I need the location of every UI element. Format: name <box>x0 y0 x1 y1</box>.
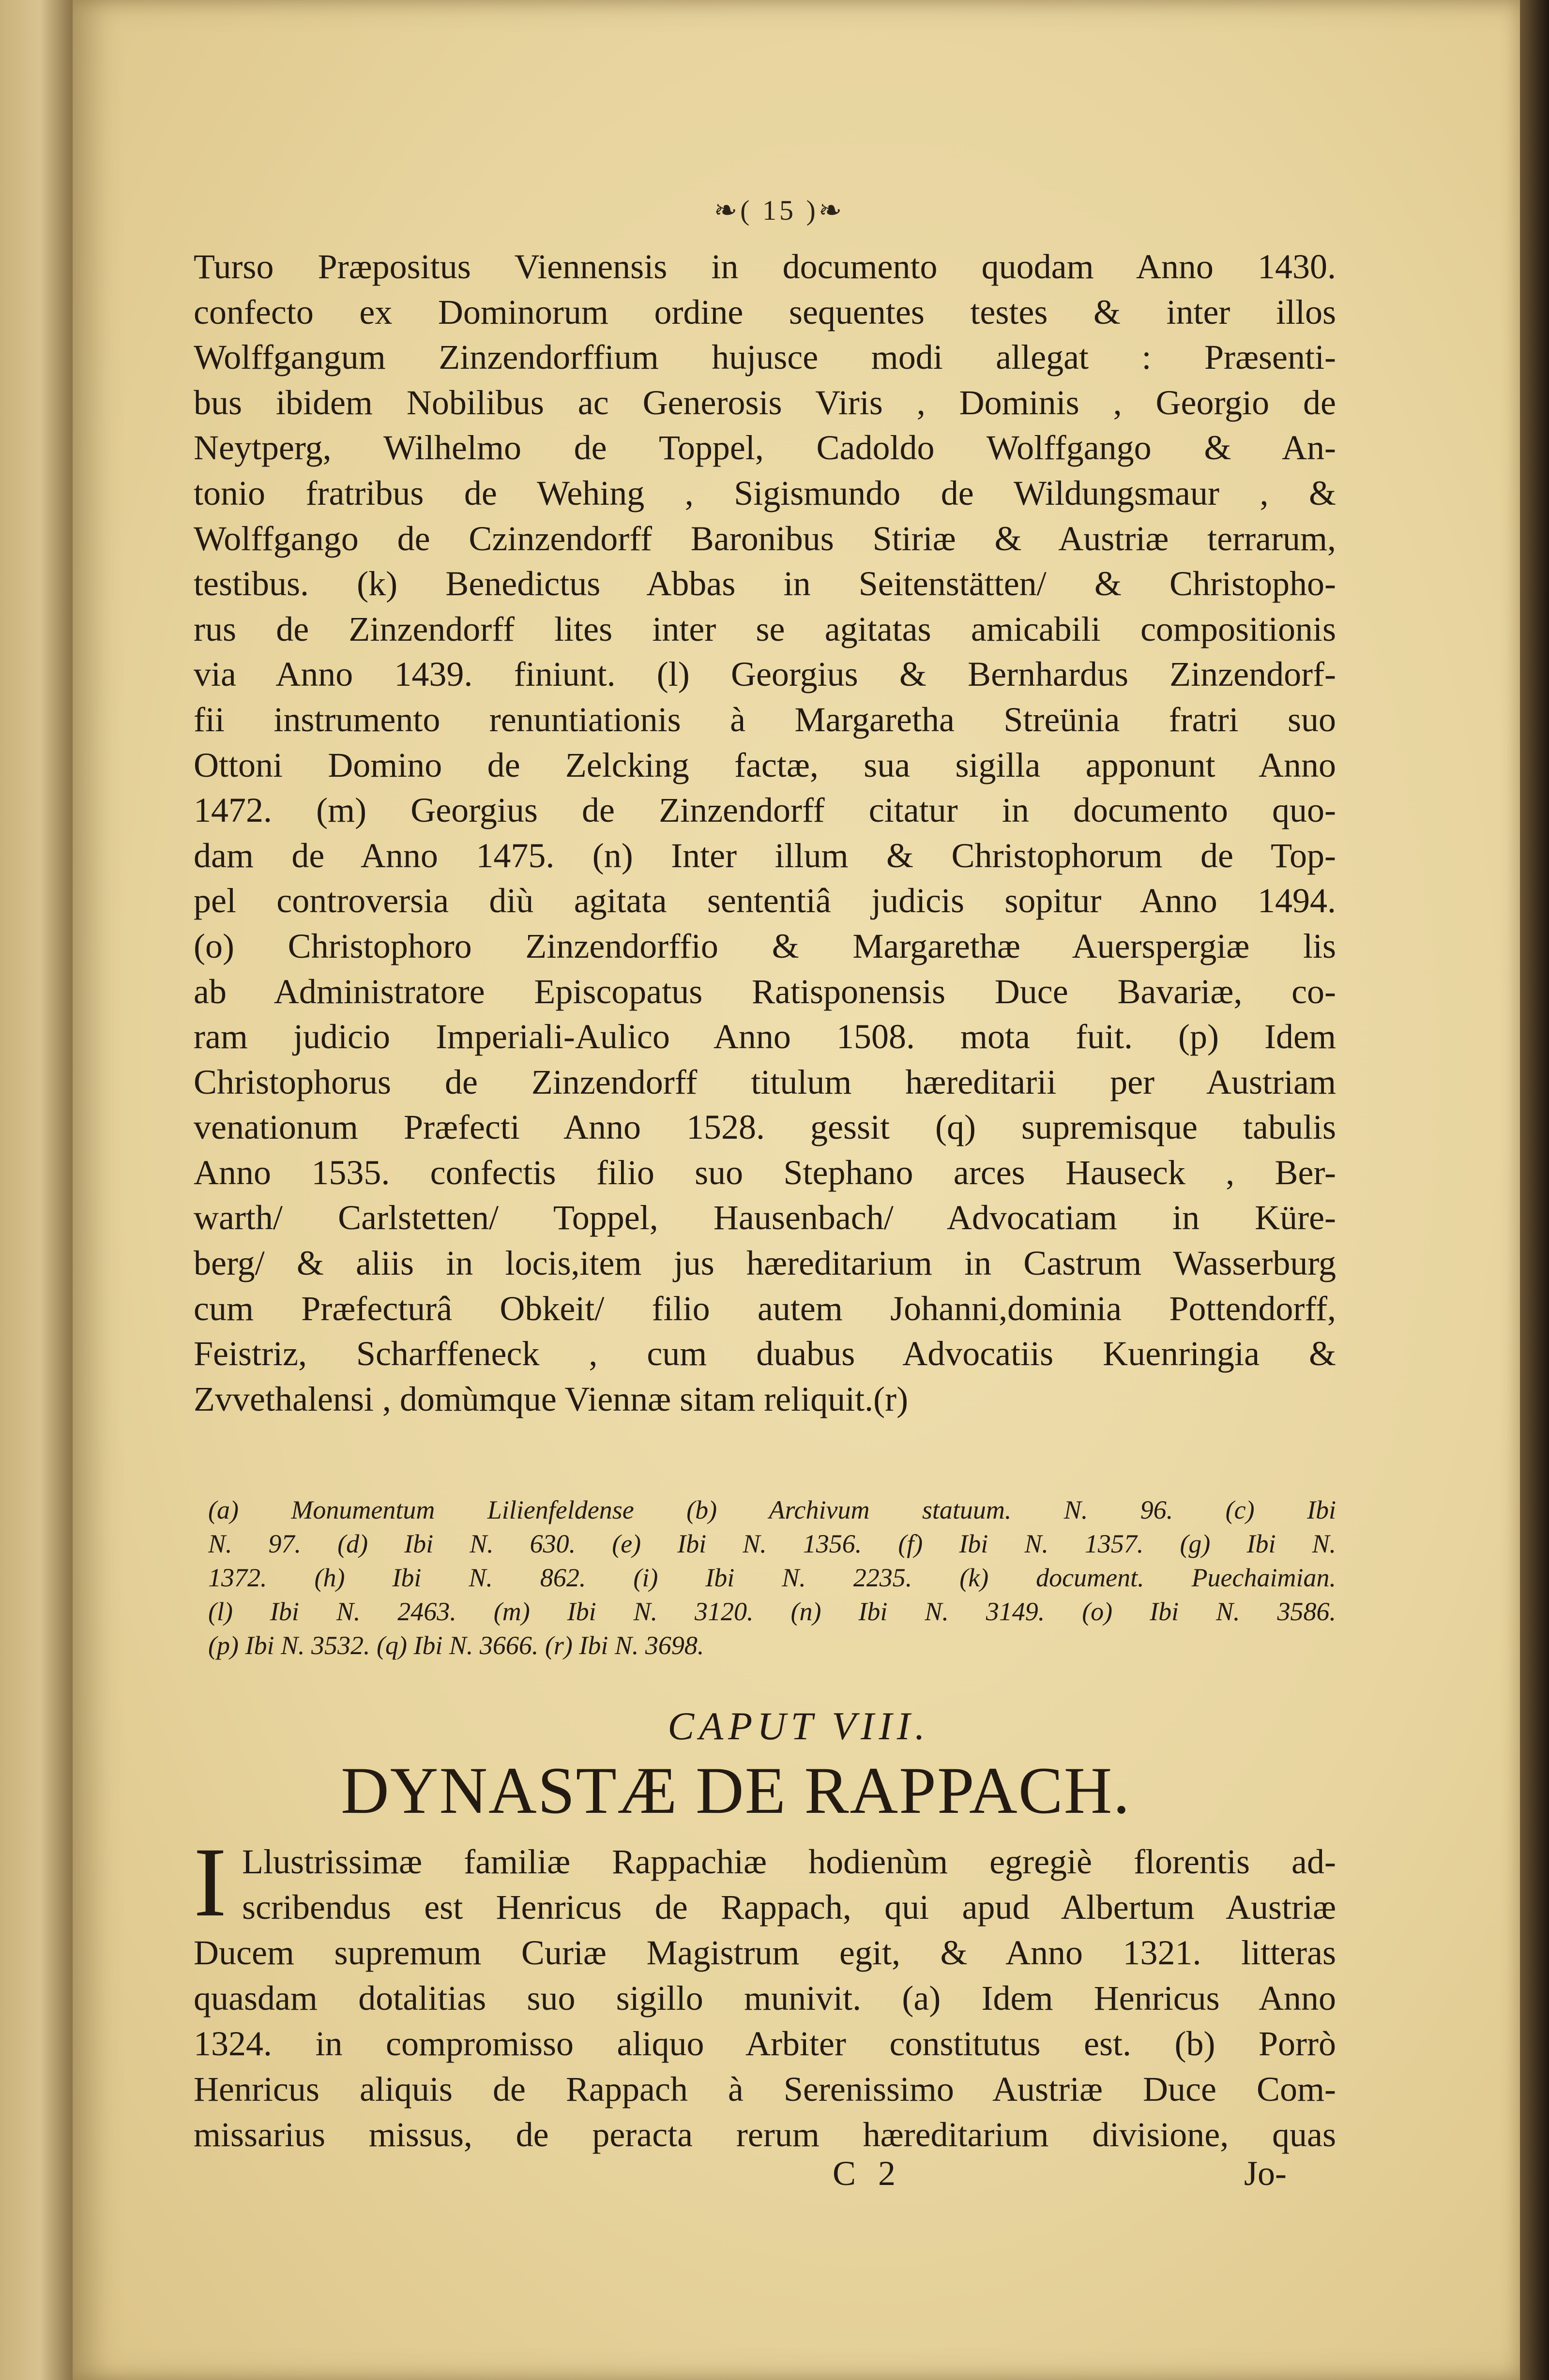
text-line: ab Administratore Episcopatus Ratisponensis Duce Bavariæ, co- <box>194 972 1336 1011</box>
text-line: testibus. (k) Benedictus Abbas in Seitenstätten/ & Christopho- <box>194 564 1336 603</box>
text-line: Ducem supremum Curiæ Magistrum egit, & Anno 1321. litteras <box>194 1933 1336 1972</box>
text-line: Henricus aliquis de Rappach à Serenissimo Austriæ Duce Com- <box>194 2070 1336 2109</box>
text-line: Zvvethalensi , domùmque Viennæ sitam reliquit.(r) <box>194 1379 909 1418</box>
text-line: Ottoni Domino de Zelcking factæ, sua sigilla apponunt Anno <box>194 745 1336 784</box>
text-line: Llustrissimæ familiæ Rappachiæ hodienùm egregiè florentis ad- <box>242 1842 1336 1881</box>
footnotes <box>208 1493 1336 1662</box>
text-line: tonio fratribus de Wehing , Sigismundo de Wildungsmaur , & <box>194 473 1336 512</box>
text-line: Wolffgango de Czinzendorff Baronibus Stiriæ & Austriæ terrarum, <box>194 519 1336 558</box>
text-line: Turso Præpositus Viennensis in documento quodam Anno 1430. <box>194 247 1336 286</box>
text-line: berg/ & aliis in locis,item jus hæreditarium in Castrum Wasserburg <box>194 1244 1336 1283</box>
text-line: quasdam dotalitias suo sigillo munivit. (a) Idem Henricus Anno <box>194 1979 1336 2018</box>
text-line: bus ibidem Nobilibus ac Generosis Viris , Dominis , Georgio de <box>194 383 1336 422</box>
text-line: ram judicio Imperiali-Aulico Anno 1508. mota fuit. (p) Idem <box>194 1017 1336 1056</box>
text-line: venationum Præfecti Anno 1528. gessit (q) supremisque tabulis <box>194 1108 1336 1147</box>
text-line: fii instrumento renuntiationis à Margaretha Streünia fratri suo <box>194 700 1336 739</box>
text-line: Wolffgangum Zinzendorffium hujusce modi allegat : Præsenti- <box>194 338 1336 377</box>
text-line: missarius missus, de peracta rerum hæreditarium divisione, quas <box>194 2115 1336 2154</box>
section-text <box>194 1839 1336 2157</box>
book-gutter <box>0 0 73 2380</box>
text-line: Feistriz, Scharffeneck , cum duabus Advocatiis Kuenringia & <box>194 1334 1336 1373</box>
text-line: pel controversia diù agitata sententiâ judicis sopitur Anno 1494. <box>194 881 1336 920</box>
text-line: 1324. in compromisso aliquo Arbiter constitutus est. (b) Porrò <box>194 2024 1336 2063</box>
text-line: 1472. (m) Georgius de Zinzendorff citatur in documento quo- <box>194 791 1336 830</box>
text-line: Christophorus de Zinzendorff titulum hæreditarii per Austriam <box>194 1062 1336 1101</box>
main-text <box>194 244 1336 1422</box>
text-line: scribendus est Henricus de Rappach, qui apud Albertum Austriæ <box>242 1888 1336 1927</box>
text-line: via Anno 1439. finiunt. (l) Georgius & Bernhardus Zinzendorf- <box>194 655 1336 694</box>
chapter-label: CAPUT VIII. <box>668 1704 930 1748</box>
text-line: confecto ex Dominorum ordine sequentes testes & inter illos <box>194 292 1336 331</box>
footnote-line: 1372. (h) Ibi N. 862. (i) Ibi N. 2235. (k) document. Puechaimian. <box>208 1563 1336 1592</box>
text-line: rus de Zinzendorff lites inter se agitatas amicabili compositionis <box>194 609 1336 648</box>
footnote-line: (p) Ibi N. 3532. (q) Ibi N. 3666. (r) Ibi N. 3698. <box>208 1631 704 1660</box>
footnote-line: (l) Ibi N. 2463. (m) Ibi N. 3120. (n) Ibi N. 3149. (o) Ibi N. 3586. <box>208 1597 1336 1626</box>
footnote-line: N. 97. (d) Ibi N. 630. (e) Ibi N. 1356. (f) Ibi N. 1357. (g) Ibi N. <box>208 1529 1336 1558</box>
drop-cap: I <box>194 1827 227 1937</box>
footnote-line: (a) Monumentum Lilienfeldense (b) Archivum statuum. N. 96. (c) Ibi <box>208 1495 1336 1524</box>
text-line: dam de Anno 1475. (n) Inter illum & Christophorum de Top- <box>194 836 1336 875</box>
text-line: cum Præfecturâ Obkeit/ filio autem Johanni,dominia Pottendorff, <box>194 1289 1336 1328</box>
signature-mark: C 2 <box>833 2154 896 2193</box>
text-line: warth/ Carlstetten/ Toppel, Hausenbach/ Advocatiam in Küre- <box>194 1198 1336 1237</box>
chapter-title: DYNASTÆ DE RAPPACH. <box>341 1753 1131 1827</box>
text-line: (o) Christophoro Zinzendorffio & Margarethæ Auerspergiæ lis <box>194 926 1336 965</box>
page-edge <box>1520 0 1549 2380</box>
page-number: ❧( 15 )❧ <box>714 195 845 226</box>
catchword: Jo- <box>1244 2154 1287 2193</box>
text-line: Anno 1535. confectis filio suo Stephano arces Hauseck , Ber- <box>194 1153 1336 1192</box>
text-line: Neytperg, Wilhelmo de Toppel, Cadoldo Wolffgango & An- <box>194 428 1336 467</box>
